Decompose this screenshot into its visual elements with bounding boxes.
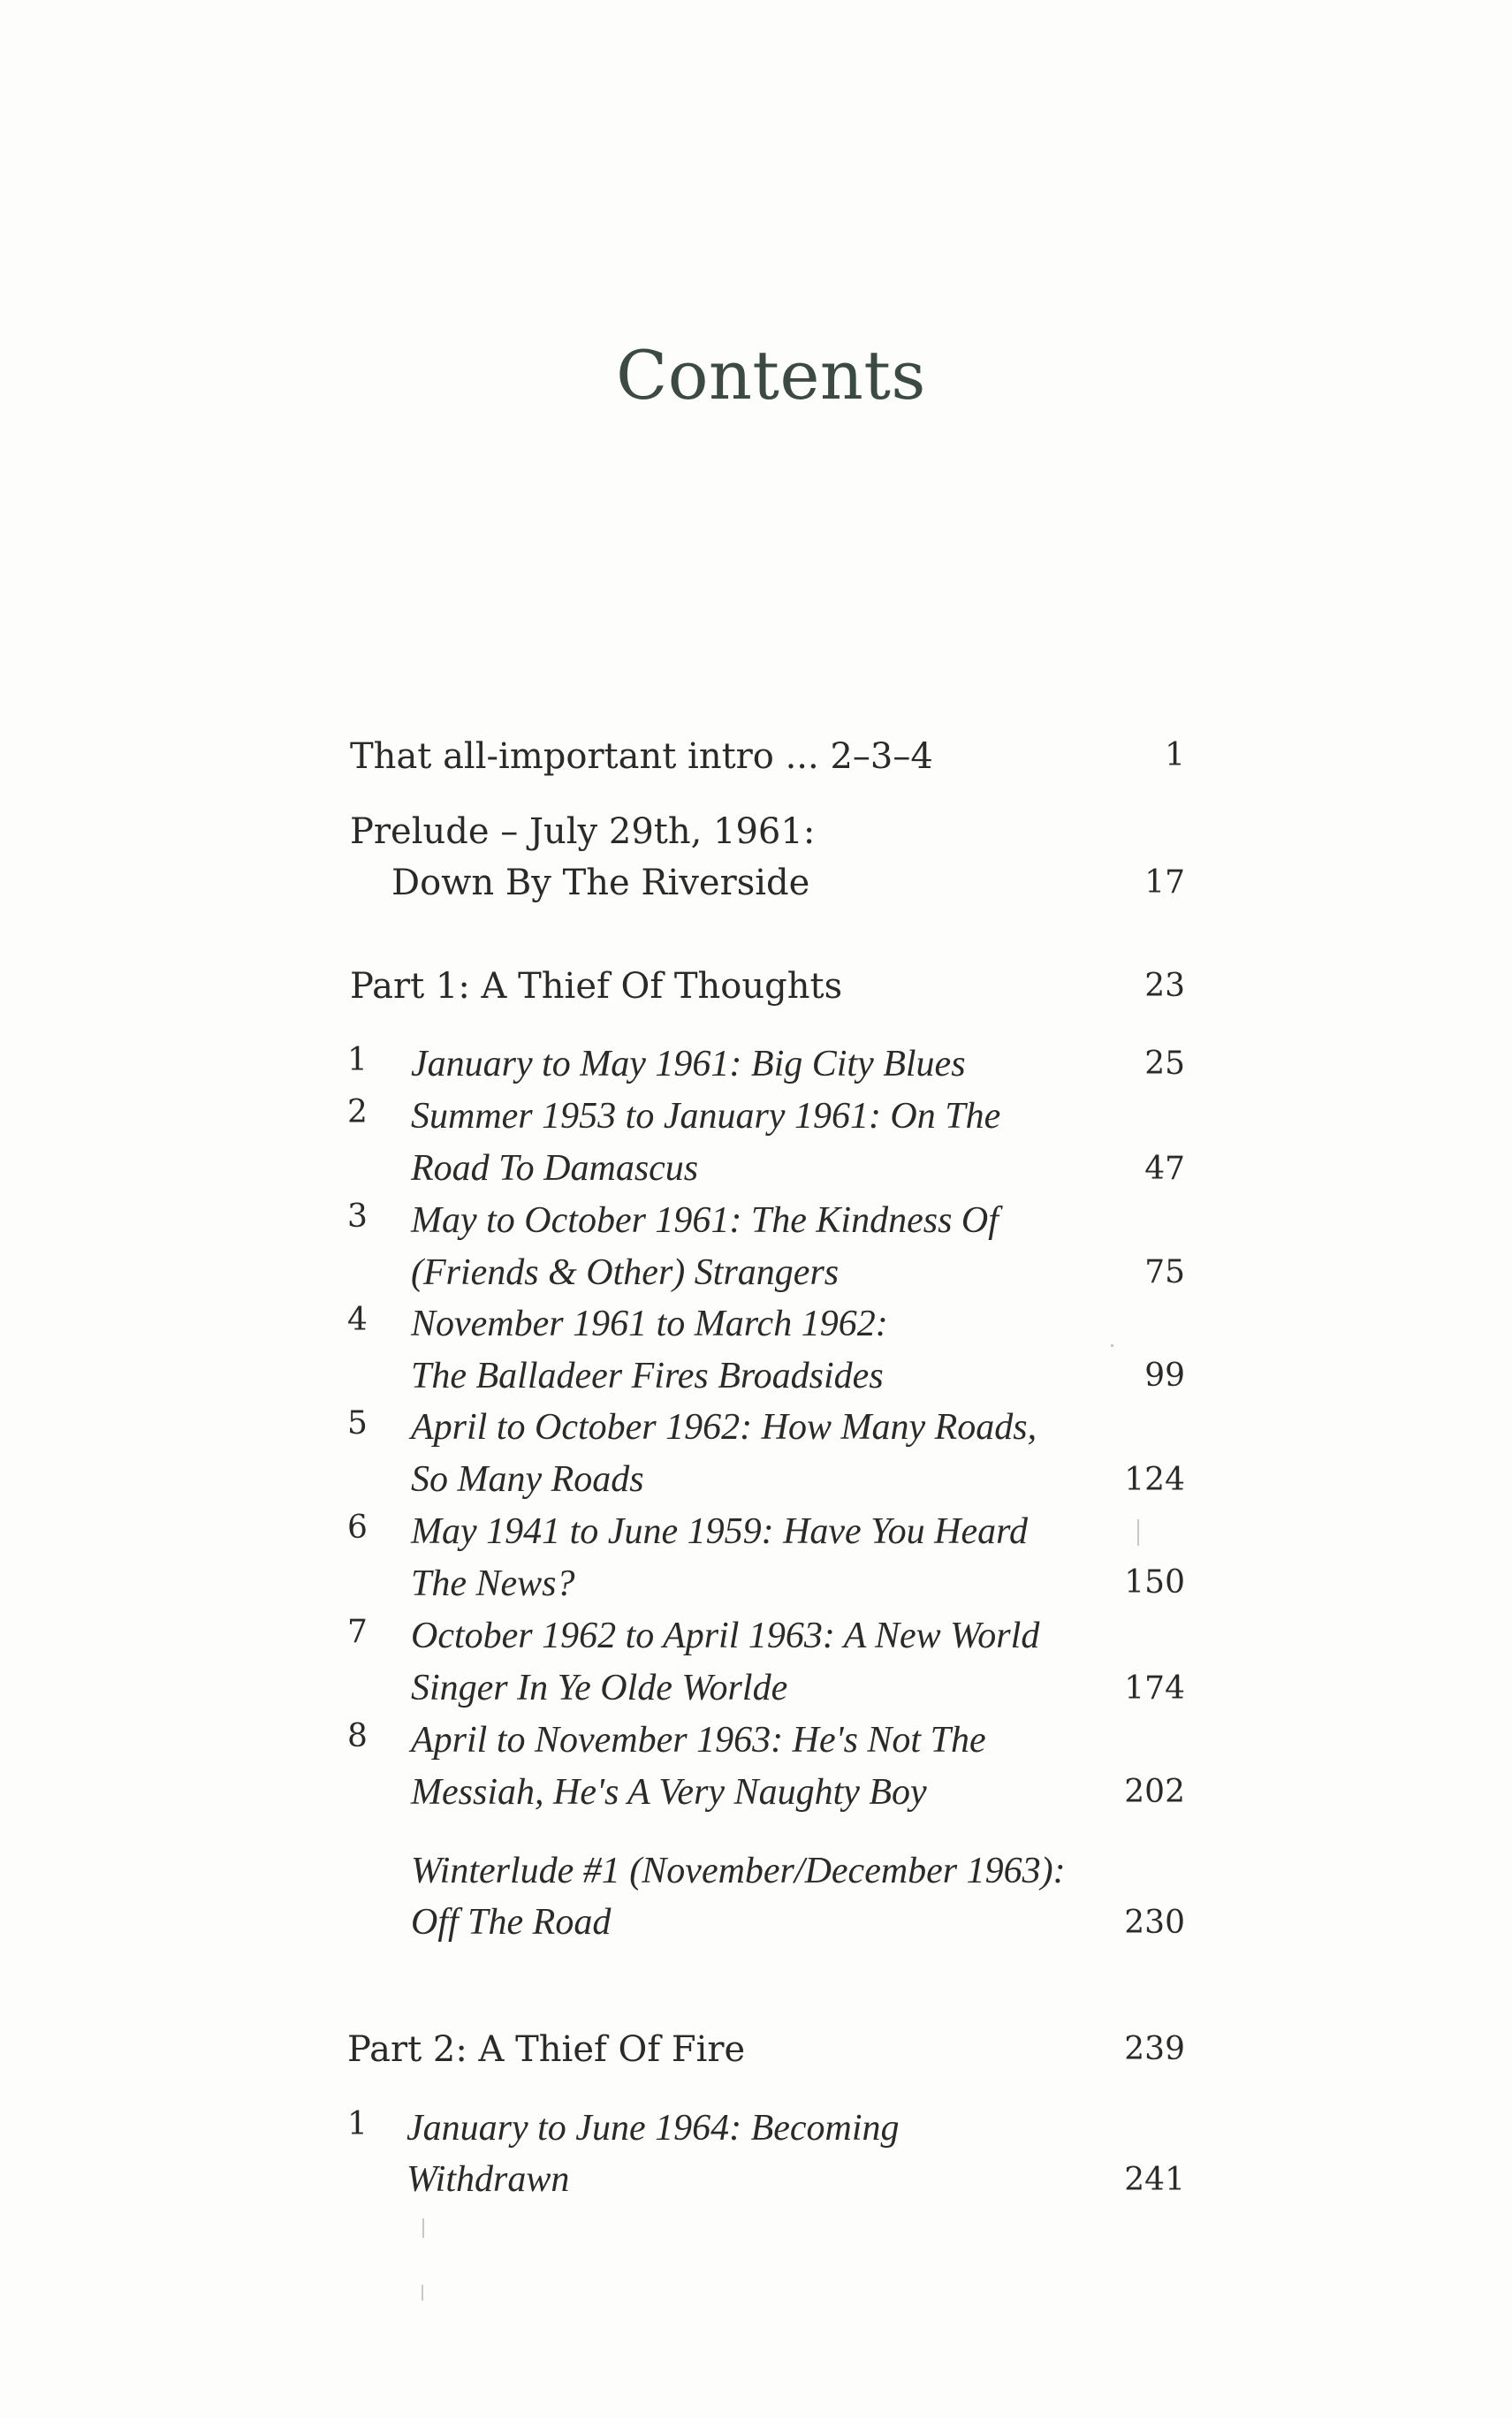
chapter-number: 1 — [347, 2106, 368, 2142]
chapter-page-number: 241 — [1124, 2162, 1185, 2198]
chapter-page-number: 75 — [1144, 1254, 1185, 1290]
chapter-page-number: 150 — [1124, 1564, 1185, 1601]
chapter-title: Summer 1953 to January 1961: On The — [411, 1096, 1001, 1137]
chapter-title: May to October 1961: The Kindness Of — [411, 1200, 999, 1241]
chapter-title: November 1961 to March 1962: — [411, 1304, 888, 1344]
chapter-title-continued: (Friends & Other) Strangers — [411, 1252, 840, 1293]
chapter-number: 5 — [347, 1405, 368, 1442]
part2-page-number: 239 — [1124, 2031, 1185, 2067]
chapter-number: 2 — [347, 1094, 368, 1130]
chapter-page-number: 202 — [1124, 1774, 1185, 1810]
chapter-number: 3 — [347, 1198, 368, 1235]
scan-speck — [1111, 1344, 1113, 1347]
chapter-title-continued: So Many Roads — [411, 1459, 644, 1500]
part1-heading: Part 1: A Thief Of Thoughts — [350, 966, 843, 1007]
chapter-title-continued: Road To Damascus — [411, 1148, 699, 1189]
chapter-title: April to October 1962: How Many Roads, — [411, 1407, 1037, 1448]
winterlude-page-number: 230 — [1124, 1905, 1185, 1941]
chapter-page-number: 47 — [1144, 1151, 1185, 1187]
chapter-number: 6 — [347, 1510, 368, 1546]
chapter-title: April to November 1963: He's Not The — [411, 1720, 986, 1761]
chapter-title-continued: Messiah, He's A Very Naughty Boy — [411, 1772, 927, 1813]
chapter-number: 4 — [347, 1302, 368, 1338]
chapter-page-number: 25 — [1144, 1046, 1185, 1082]
winterlude-title: Winterlude #1 (November/December 1963): — [411, 1851, 1066, 1891]
chapter-title-continued: The News? — [411, 1563, 575, 1604]
chapter-title: January to May 1961: Big City Blues — [411, 1044, 966, 1084]
scan-speck — [422, 2285, 423, 2301]
chapter-title-continued: Withdrawn — [406, 2159, 570, 2200]
part1-page-number: 23 — [1144, 968, 1185, 1004]
chapter-title-continued: The Balladeer Fires Broadsides — [411, 1356, 884, 1396]
chapter-title: October 1962 to April 1963: A New World — [411, 1616, 1040, 1656]
page-title: Contents — [616, 336, 926, 415]
chapter-title: May 1941 to June 1959: Have You Heard — [411, 1511, 1028, 1552]
chapter-number: 7 — [347, 1614, 368, 1650]
chapter-number: 8 — [347, 1718, 368, 1754]
chapter-page-number: 99 — [1144, 1358, 1185, 1394]
chapter-title-continued: Singer In Ye Olde Worlde — [411, 1668, 788, 1708]
prelude-title: Prelude – July 29th, 1961: — [350, 811, 816, 852]
scan-speck — [1137, 1519, 1139, 1546]
prelude-page-number: 17 — [1144, 864, 1185, 901]
winterlude-subtitle: Off The Road — [411, 1902, 612, 1943]
intro-entry: That all-important intro ... 2–3–4 — [350, 736, 933, 777]
chapter-title: January to June 1964: Becoming — [406, 2108, 900, 2149]
scan-speck — [422, 2218, 424, 2238]
prelude-subtitle: Down By The Riverside — [391, 863, 810, 903]
part2-heading: Part 2: A Thief Of Fire — [347, 2029, 746, 2070]
chapter-page-number: 174 — [1124, 1670, 1185, 1707]
chapter-number: 1 — [347, 1042, 368, 1078]
chapter-page-number: 124 — [1124, 1462, 1185, 1498]
intro-page-number: 1 — [1165, 737, 1185, 773]
